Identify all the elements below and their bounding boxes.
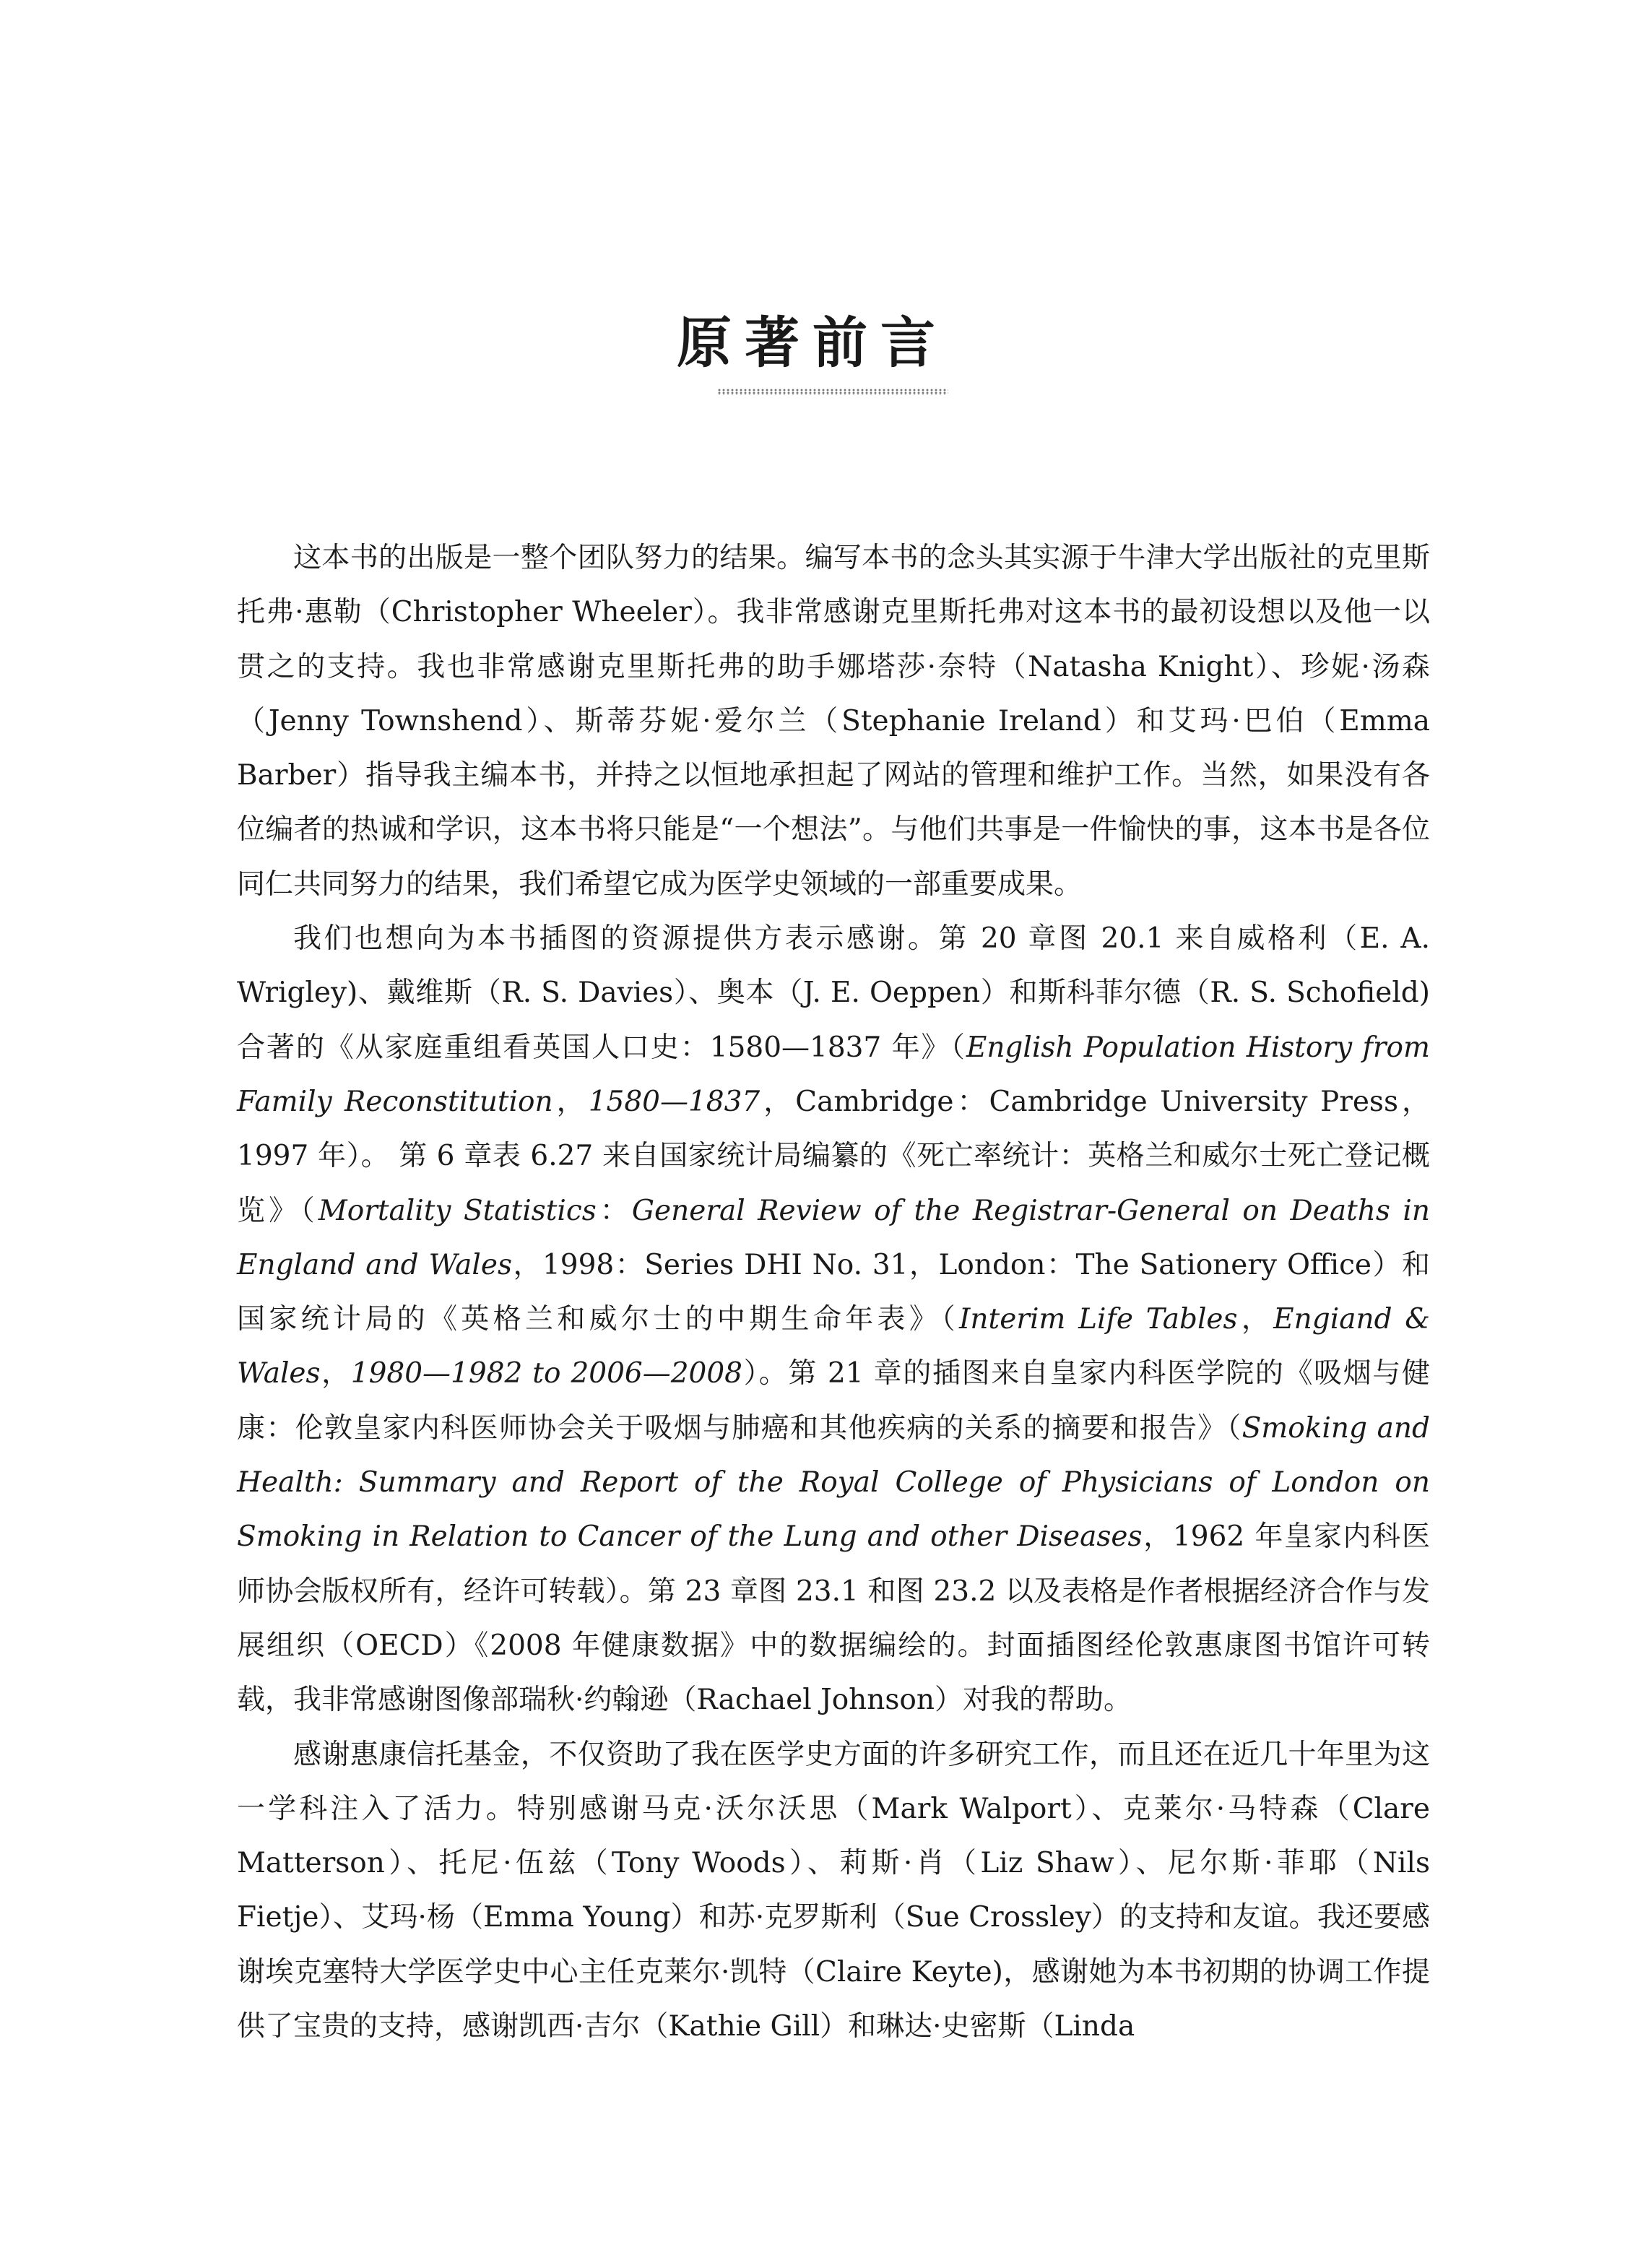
text-run: ）。第 21 章的插图来自皇家内科医学院的《吸烟与健康：伦敦皇家内科医师协会关于吸烟与肺癌和其他疾病的关系的摘要和报告》（ [237,1357,1430,1445]
text-run: 感谢惠康信托基金，不仅资助了我在医学史方面的许多研究工作，而且还在近几十年里为这一学科注入了活力。特别感谢马克·沃尔沃思（Mark Walport）、克莱尔·马特森（Clare Matterson）、托尼·伍兹（Tony Woods）、莉斯·肖（Liz Shaw）、尼尔斯·菲耶（Nils Fietje）、艾玛·杨（Emma Young）和苏·克罗斯利（Sue Crossley）的支持和友谊。我还要感谢埃克塞特大学医学史中心主任克莱尔·凯特（Claire Keyte)，感谢她为本书初期的协调工作提供了宝贵的支持，感谢凯西·吉尔（Kathie Gill）和琳达·史密斯（Linda [237,1738,1430,2043]
text-run: ， [552,1085,589,1118]
italic-title-run: English Population History from Family Reconstitution [237,1031,1430,1118]
title-dotted-underline [717,389,948,395]
italic-title-run: General Review of the Registrar-General on Deaths in England and Wales [237,1194,1430,1281]
body-text [237,531,1430,2053]
text-run: ， [1237,1303,1274,1336]
text-run: ， [320,1357,351,1390]
paragraph [237,912,1430,1727]
paragraph [237,1728,1430,2054]
text-run: ： [596,1194,632,1227]
italic-title-run: Engiand & Wales [237,1303,1430,1390]
text-run: 这本书的出版是一整个团队努力的结果。编写本书的念头其实源于牛津大学出版社的克里斯托弗·惠勒（Christopher Wheeler）。我非常感谢克里斯托弗对这本书的最初设想以及他一以贯之的支持。我也非常感谢克里斯托弗的助手娜塔莎·奈特（Natasha Knight）、珍妮·汤森（Jenny Townshend）、斯蒂芬妮·爱尔兰（Stephanie Ireland）和艾玛·巴伯（Emma Barber）指导我主编本书，并持之以恒地承担起了网站的管理和维护工作。当然，如果没有各位编者的热诚和学识，这本书将只能是“一个想法”。与他们共事是一件愉快的事，这本书是各位同仁共同努力的结果，我们希望它成为医学史领域的一部重要成果。 [237,542,1430,901]
italic-title-run: 1980—1982 to 2006—2008 [350,1357,742,1390]
paragraph [237,531,1430,912]
text-run: 我们也想向为本书插图的资源提供方表示感谢。第 20 章图 20.1 来自威格利（E. A. Wrigley)、戴维斯（R. S. Davies）、奥本（J. E. Oeppen）和斯科菲尔德（R. S. Schofield) 合著的《从家庭重组看英国人口史：1580—1837 年》（ [237,922,1430,1064]
text-run: ，1962 年皇家内科医师协会版权所有，经许可转载）。第 23 章图 23.1 和图 23.2 以及表格是作者根据经济合作与发展组织（OECD）《2008 年健康数据》中的数据编绘的。封面插图经伦敦惠康图书馆许可转载，我非常感谢图像部瑞秋·约翰逊（Rachael Johnson）对我的帮助。 [237,1520,1430,1717]
italic-title-run: Interim Life Tables [959,1303,1238,1336]
text-run: ，Cambridge：Cambridge University Press，1997 年）。 第 6 章表 6.27 来自国家统计局编纂的《死亡率统计：英格兰和威尔士死亡登记概览》（ [237,1085,1430,1227]
page-title: 原著前言 [677,311,948,375]
italic-title-run: 1580—1837 [588,1085,760,1118]
text-run: ，1998：Series DHI No. 31，London：The Sationery Office）和国家统计局的《英格兰和威尔士的中期生命年表》（ [237,1248,1430,1336]
italic-title-run: Mortality Statistics [318,1194,597,1227]
italic-title-run: Smoking and Health: Summary and Report of the Royal College of Physicians of London on Smoking in Relation to Cancer of the Lung and other Diseases [237,1411,1430,1554]
